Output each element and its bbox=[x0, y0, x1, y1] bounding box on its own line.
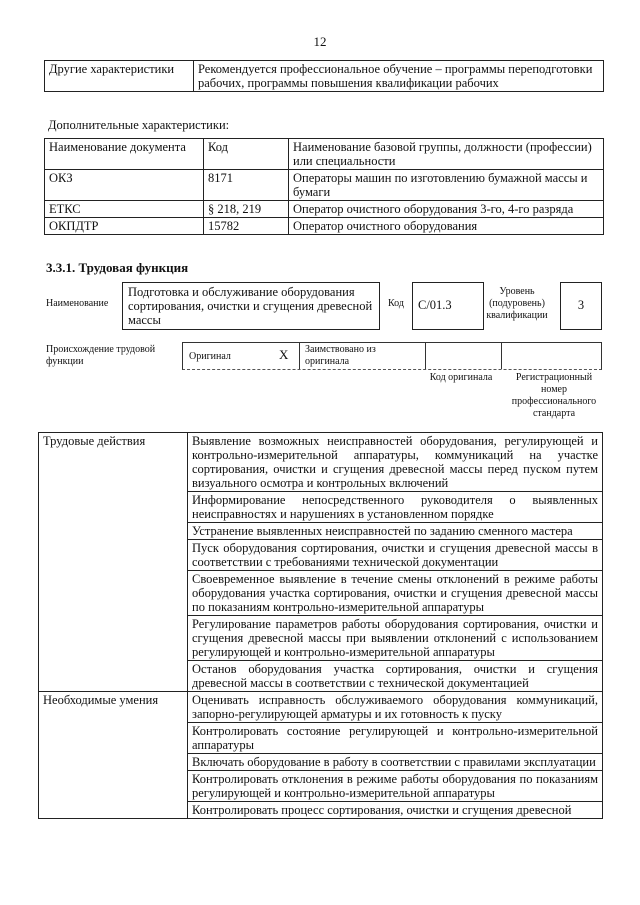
skill-item: Оценивать исправность обслуживаемого оборудования коммуникаций, запорно-регулирующей арматуры и их готовность к пуску bbox=[188, 692, 603, 723]
original-mark: X bbox=[279, 347, 289, 362]
function-name: Подготовка и обслуживание оборудования сортирования, очистки и сгущения древесной массы bbox=[122, 282, 380, 330]
header-cell: Код bbox=[204, 139, 289, 170]
skill-item: Включать оборудование в работу в соответствии с правилами эксплуатации bbox=[188, 754, 603, 771]
table-row bbox=[45, 201, 604, 218]
duty-item: Останов оборудования участка сортирования, очистки и сгущения древесной массы в соответствии с технической документацией bbox=[188, 661, 603, 692]
borrowed-label: Заимствовано из оригинала bbox=[305, 344, 376, 367]
level-label: Уровень (подуровень) квалификации bbox=[486, 286, 548, 321]
divider bbox=[299, 343, 300, 369]
header-cell: Наименование базовой группы, должности (профессии) или специальности bbox=[289, 139, 604, 170]
other-characteristics-value: Рекомендуется профессиональное обучение – программы переподготовки рабочих, программы повышения квалификации рабочих bbox=[194, 61, 604, 92]
additional-table bbox=[44, 138, 604, 235]
original-label: Оригинал bbox=[189, 351, 231, 362]
skill-item: Контролировать состояние регулирующей и контрольно-измерительной аппаратуры bbox=[188, 723, 603, 754]
other-characteristics-table bbox=[44, 60, 604, 92]
table-cell: Оператор очистного оборудования bbox=[289, 218, 604, 235]
header-cell: Наименование документа bbox=[45, 139, 204, 170]
duty-item: Информирование непосредственного руководителя о выявленных неисправностях и нарушениях в установленном порядке bbox=[188, 492, 603, 523]
skills-label: Необходимые умения bbox=[39, 692, 188, 819]
table-row bbox=[39, 692, 603, 723]
table-cell: ОКПДТР bbox=[45, 218, 204, 235]
section-title: 3.3.1. Трудовая функция bbox=[46, 260, 189, 275]
duty-item: Пуск оборудования сортирования, очистки и сгущения древесной массы в соответствии с требованиями технической документации bbox=[188, 540, 603, 571]
additional-table-header bbox=[45, 139, 604, 170]
name-label: Наименование bbox=[46, 298, 109, 309]
function-code: С/01.3 bbox=[412, 282, 484, 330]
table-row bbox=[45, 218, 604, 235]
page-number: 12 bbox=[313, 34, 327, 49]
reg-number-caption: Регистрационный номер профессионального стандарта bbox=[511, 372, 597, 419]
origin-label: Происхождение трудовой функции bbox=[46, 344, 156, 367]
table-row bbox=[39, 433, 603, 492]
duty-item: Выявление возможных неисправностей оборудования, регулирующей и контрольно-измерительной аппаратуры, коммуникаций на участке сортирования, очистки и сгущения древесной массы перед пуском путем визуального осмотра и контрольных включений bbox=[188, 433, 603, 492]
duties-label: Трудовые действия bbox=[39, 433, 188, 692]
duty-item: Устранение выявленных неисправностей по заданию сменного мастера bbox=[188, 523, 603, 540]
table-cell: ОКЗ bbox=[45, 170, 204, 201]
table-cell: 15782 bbox=[204, 218, 289, 235]
skill-item: Контролировать процесс сортирования, очистки и сгущения древесной bbox=[188, 802, 603, 819]
duty-item: Регулирование параметров работы оборудования сортирования, очистки и сгущения древесной массы при выявлении отклонений с использованием регулирующей и контрольно-измерительной аппаратуры bbox=[188, 616, 603, 661]
table-cell: 8171 bbox=[204, 170, 289, 201]
divider bbox=[425, 343, 426, 369]
table-cell: Операторы машин по изготовлению бумажной массы и бумаги bbox=[289, 170, 604, 201]
divider bbox=[501, 343, 502, 369]
other-characteristics-label: Другие характеристики bbox=[45, 61, 194, 92]
additional-title: Дополнительные характеристики: bbox=[48, 118, 230, 132]
duty-item: Своевременное выявление в течение смены отклонений в режиме работы оборудования участка сортирования, очистки и сгущения древесной массы по показаниям контрольно-измерительной аппаратуры bbox=[188, 571, 603, 616]
code-label: Код bbox=[388, 298, 404, 309]
table-row bbox=[45, 170, 604, 201]
code-original-caption: Код оригинала bbox=[429, 372, 493, 383]
table-cell: ЕТКС bbox=[45, 201, 204, 218]
skill-item: Контролировать отклонения в режиме работы оборудования по показаниям регулирующей и контрольно-измерительной аппаратуры bbox=[188, 771, 603, 802]
origin-row bbox=[182, 342, 602, 370]
duties-skills-table bbox=[38, 432, 603, 819]
table-cell: Оператор очистного оборудования 3-го, 4-го разряда bbox=[289, 201, 604, 218]
table-cell: § 218, 219 bbox=[204, 201, 289, 218]
level-value: 3 bbox=[560, 282, 602, 330]
